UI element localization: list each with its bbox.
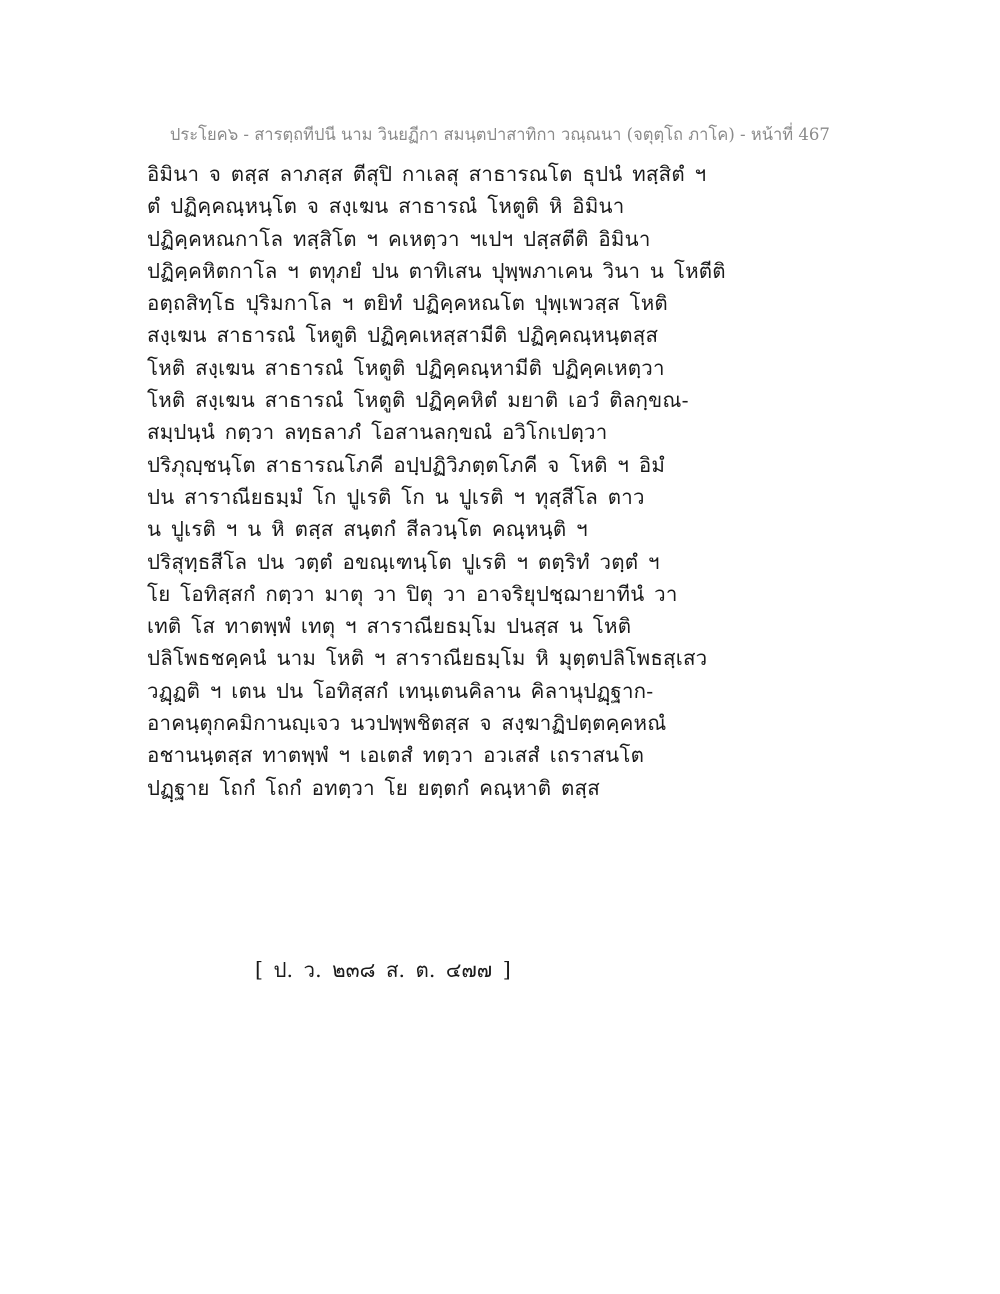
- text-line: ปริภุญฺชนฺโต สาธารณโภคี อปฺปฏิวิภตฺตโภคี จ โหติ ฯ อิมํ: [147, 452, 666, 477]
- text-line: ปน สาราณียธมฺมํ โก ปูเรติ โก น ปูเรติ ฯ ทุสฺสีโล ตาว: [147, 484, 645, 509]
- text-line: เทติ โส ทาตพฺพํ เทตุ ฯ สาราณียธมฺโม ปนสฺส น โหติ: [147, 614, 632, 639]
- page-header-text: ประโยค๖ - สารตฺถทีปนี นาม วินยฏีกา สมนฺตปาสาทิกา วณฺณนา (จตุตฺโถ ภาโค) - หน้าที่ 467: [170, 125, 830, 145]
- text-line: สมฺปนฺนํ กตฺวา ลทฺธลาภํ โอสานลกฺขณํ อวิโกเปตฺวา: [147, 420, 608, 445]
- text-line: ปฏิคฺคหิตกาโล ฯ ตทุภยํ ปน ตาทิเสน ปุพฺพภาเคน วินา น โหตีติ: [147, 258, 726, 283]
- text-line: ปฏิคฺคหณกาโล ทสฺสิโต ฯ คเหตฺวา ฯเปฯ ปสฺสตีติ อิมินา: [147, 226, 651, 251]
- reference-note: [ ป. ว. ๒๓๘ ส. ต. ๔๗๗ ]: [255, 958, 511, 982]
- text-line: อาคนฺตุกคมิกานญฺเจว นวปพฺพชิตสฺส จ สงฺฆาฏิปตฺตคฺคหณํ: [147, 711, 667, 736]
- text-line: อตฺถสิทฺโธ ปุริมกาโล ฯ ตยิทํ ปฏิคฺคหณโต ปุพฺเพวสฺส โหติ: [147, 291, 668, 316]
- text-line: ปฏฺฐาย โถกํ โถกํ อทตฺวา โย ยตฺตกํ คณฺหาติ ตสฺส: [147, 775, 600, 800]
- text-line: ปริสุทฺธสีโล ปน วตฺตํ อขณฺเฑนฺโต ปูเรติ ฯ ตตฺริทํ วตฺตํ ฯ: [147, 549, 660, 574]
- text-line: โหติ สงฺเฆน สาธารณํ โหตูติ ปฏิคฺคณฺหามีติ ปฏิคฺคเหตฺวา: [147, 355, 665, 380]
- text-line: โหติ สงฺเฆน สาธารณํ โหตูติ ปฏิคฺคหิตํ มยาติ เอวํ ติลกฺขณ-: [147, 388, 689, 413]
- text-line: สงฺเฆน สาธารณํ โหตูติ ปฏิคฺคเหสฺสามีติ ปฏิคฺคณฺหนฺตสฺส: [147, 323, 659, 348]
- text-line: ปลิโพธชคฺคนํ นาม โหติ ฯ สาราณียธมฺโม หิ มุตฺตปลิโพธสฺเสว: [147, 646, 708, 671]
- text-line: โย โอทิสฺสกํ กตฺวา มาตุ วา ปิตุ วา อาจริยุปชฺฌายาทีนํ วา: [147, 581, 678, 606]
- text-line: น ปูเรติ ฯ น หิ ตสฺส สนฺตกํ สีลวนฺโต คณฺหนฺติ ฯ: [147, 517, 588, 542]
- text-line: อชานนฺตสฺส ทาตพฺพํ ฯ เอเตสํ ทตฺวา อวเสสํ เถราสนโต: [147, 743, 645, 768]
- text-line: วฏฺฏติ ฯ เตน ปน โอทิสฺสกํ เทนฺเตนคิลาน คิลานุปฏฺฐาก-: [147, 678, 654, 703]
- body-text: [147, 158, 867, 804]
- text-line: ตํ ปฏิคฺคณฺหนฺโต จ สงฺเฆน สาธารณํ โหตูติ หิ อิมินา: [147, 194, 625, 219]
- text-line: อิมินา จ ตสฺส ลาภสฺส ตีสุปิ กาเลสุ สาธารณโต ธุปนํ ทสฺสิตํ ฯ: [147, 162, 707, 186]
- page-header: [0, 121, 1000, 148]
